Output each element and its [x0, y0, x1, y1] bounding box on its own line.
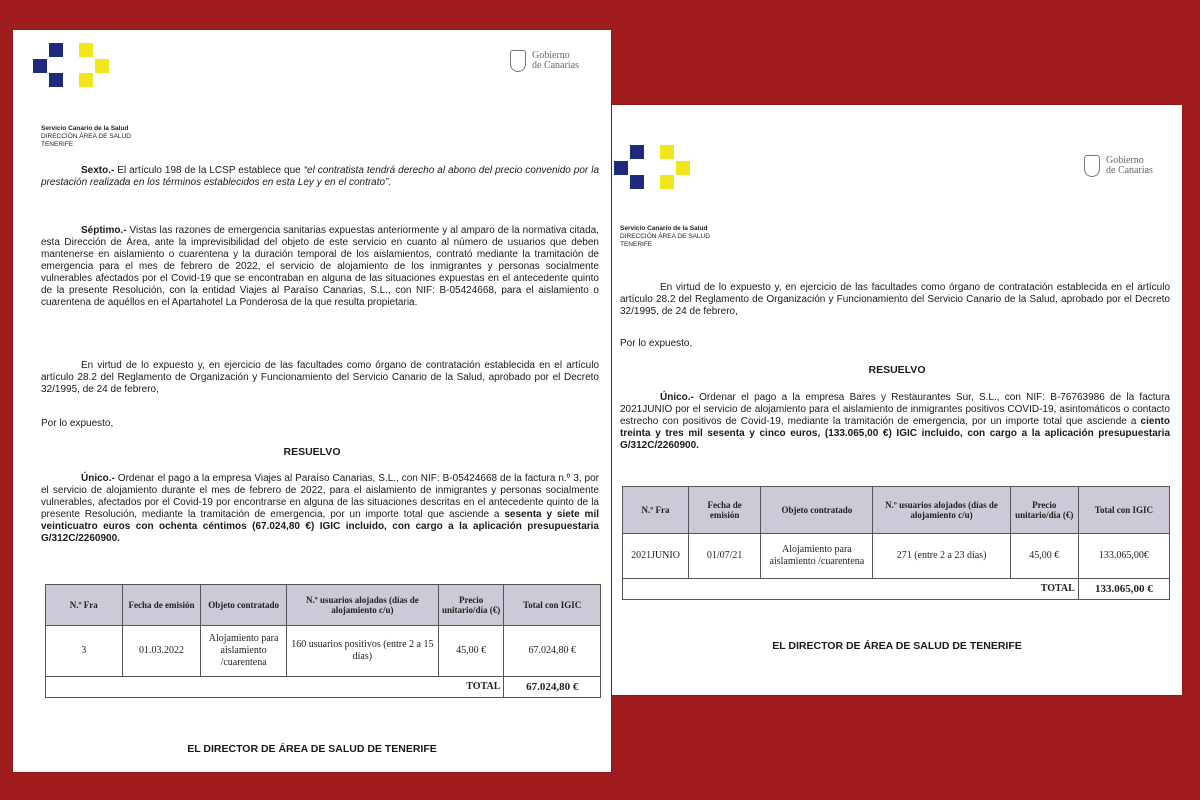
canarias-health-logo	[33, 43, 99, 89]
col-header: Total con IGIC	[504, 585, 601, 626]
col-header: Total con IGIC	[1078, 487, 1169, 534]
col-header: Fecha de emisión	[122, 585, 201, 626]
unico-bold: sesenta y siete mil veinticuatro euros con ochenta céntimos (67.024,80 €) IGIC incluido, con cargo a la aplicación presupuestaria G/312C/2260900.	[41, 509, 600, 544]
unico-bold: ciento treinta y tres mil sesenta y cinco euros, (133.065,00 €) IGIC incluido, con cargo a la aplicación presupuestaria G/312C/2260900.	[620, 416, 1170, 451]
gobierno-de-canarias-logo	[510, 50, 579, 72]
gobierno-line1: Gobierno	[1106, 155, 1144, 166]
table-cell: Alojamiento para aislamiento /cuarentena	[201, 626, 286, 677]
gobierno-line1: Gobierno	[532, 50, 570, 61]
table-cell: 2021JUNIO	[623, 534, 689, 579]
header-line2: DIRECCIÓN ÁREA DE SALUD	[41, 133, 131, 140]
table-cell: 01.03.2022	[122, 626, 201, 677]
header-line1: Servicio Canario de la Salud	[620, 225, 708, 232]
paragraph-virtud	[41, 360, 599, 396]
col-header: Objeto contratado	[201, 585, 286, 626]
coat-of-arms-icon	[1084, 155, 1100, 177]
resuelvo-heading: RESUELVO	[868, 364, 926, 376]
gobierno-line2: de Canarias	[532, 60, 579, 71]
total-label: TOTAL	[46, 677, 504, 698]
sexto-quote: “el contratista tendrá derecho al abono del precio convenido por la prestación realizada en los términos establecidos en esta Ley y en el contrato”.	[41, 165, 600, 188]
total-label: TOTAL	[623, 579, 1079, 600]
sexto-text: El artículo 198 de la LCSP establece que	[114, 165, 304, 176]
table-cell: 271 (entre 2 a 23 días)	[873, 534, 1010, 579]
total-value: 133.065,00 €	[1078, 579, 1169, 600]
gobierno-de-canarias-logo	[1084, 155, 1153, 177]
table-cell: 45,00 €	[438, 626, 503, 677]
sexto-lead: Sexto.-	[81, 165, 115, 176]
por-lo-expuesto: Por lo expuesto,	[41, 418, 114, 429]
col-header: Precio unitario/día (€)	[1010, 487, 1078, 534]
por-lo-expuesto: Por lo expuesto,	[620, 338, 693, 349]
table-total-row	[46, 677, 601, 698]
table-header-row	[623, 487, 1170, 534]
table-total-row	[623, 579, 1170, 600]
director-signature-line: EL DIRECTOR DE ÁREA DE SALUD DE TENERIFE	[187, 743, 437, 755]
department-header	[620, 225, 710, 249]
paragraph-virtud	[620, 282, 1170, 318]
col-header: N.º usuarios alojados (días de alojamiento c/u)	[873, 487, 1010, 534]
canarias-health-logo	[614, 145, 680, 191]
coat-of-arms-icon	[510, 50, 526, 72]
paragraph-sexto	[41, 165, 599, 189]
gobierno-line2: de Canarias	[1106, 165, 1153, 176]
septimo-lead: Séptimo.-	[81, 225, 127, 236]
header-line2: DIRECCIÓN ÁREA DE SALUD	[620, 233, 710, 240]
table-cell: 3	[46, 626, 123, 677]
col-header: Fecha de emisión	[689, 487, 761, 534]
virtud-text: En virtud de lo expuesto y, en ejercicio de las facultades como órgano de contratación establecida en el artículo artículo 28.2 del Reglamento de Organización y Funcionamiento del Servicio Canario de la Salud, aprobado por el Decreto 32/1995, de 24 de febrero,	[620, 282, 1170, 317]
invoice-table	[622, 486, 1170, 600]
col-header: Precio unitario/día (€)	[438, 585, 503, 626]
resuelvo-heading: RESUELVO	[283, 446, 341, 458]
unico-lead: Único.-	[81, 473, 115, 484]
col-header: N.º Fra	[46, 585, 123, 626]
department-header	[41, 125, 131, 149]
septimo-text: Vistas las razones de emergencia sanitarias expuestas anteriormente y al amparo de la normativa citada, esta Dirección de Área, ante la imprevisibilidad del objeto de este servicio en cuanto al número de usuarios que deben mantenerse en aislamiento o cuarentena y la duración temporal de los aislamientos, contrató mediante la tramitación de emergencia para el mes de febrero de 2022, el servicio de alojamiento de los inmigrantes y personas socialmente vulnerables afectados por el Covid-19 que se encontraban en alguna de las situaciones expuestas en el antecedente quinto de la presente Resolución, con la entidad Viajes al Paraíso Canarias, S.L., con NIF: B-05424668, para el aislamiento o cuarentena de aquéllos en el Apartahotel La Ponderosa de la que resulta propietaria.	[41, 225, 599, 308]
paragraph-unico	[620, 392, 1170, 452]
unico-text: Ordenar el pago a la empresa Bares y Restaurantes Sur, S.L., con NIF: B-76763986 de la factura 2021JUNIO por el servicio de alojamiento para el aislamiento de inmigrantes positivos COVID-19, asintomáticos o contacto estrecho con positivos de Covid-19, mediante la tramitación de emergencia, por un importe total que asciende a	[620, 392, 1170, 427]
paragraph-unico	[41, 473, 599, 545]
table-cell: 67.024,80 €	[504, 626, 601, 677]
col-header: N.º usuarios alojados (días de alojamiento c/u)	[286, 585, 438, 626]
header-line3: TENERIFE	[620, 241, 653, 248]
table-cell: 133.065,00€	[1078, 534, 1169, 579]
table-header-row	[46, 585, 601, 626]
table-cell: 160 usuarios positivos (entre 2 a 15 días)	[286, 626, 438, 677]
document-page-right	[612, 105, 1182, 695]
invoice-table	[45, 584, 601, 698]
document-page-left	[13, 30, 611, 772]
col-header: N.º Fra	[623, 487, 689, 534]
header-line3: TENERIFE	[41, 141, 74, 148]
director-signature-line: EL DIRECTOR DE ÁREA DE SALUD DE TENERIFE	[772, 640, 1022, 652]
col-header: Objeto contratado	[761, 487, 873, 534]
virtud-text: En virtud de lo expuesto y, en ejercicio de las facultades como órgano de contratación establecida en el artículo artículo 28.2 del Reglamento de Organización y Funcionamiento del Servicio Canario de la Salud, aprobado por el Decreto 32/1995, de 24 de febrero,	[41, 360, 599, 395]
table-cell: 45,00 €	[1010, 534, 1078, 579]
paragraph-septimo	[41, 225, 599, 309]
table-row	[623, 534, 1170, 579]
table-row	[46, 626, 601, 677]
unico-lead: Único.-	[660, 392, 694, 403]
table-cell: Alojamiento para aislamiento /cuarentena	[761, 534, 873, 579]
table-cell: 01/07/21	[689, 534, 761, 579]
total-value: 67.024,80 €	[504, 677, 601, 698]
header-line1: Servicio Canario de la Salud	[41, 125, 129, 132]
unico-text: Ordenar el pago a la empresa Viajes al Paraíso Canarias, S.L., con NIF: B-05424668 de la factura n.º 3, por el servicio de alojamiento durante el mes de febrero de 2022, para el aislamiento de inmigrantes y personas socialmente vulnerables, afectados por el Covid-19 por encontrarse en alguna de las situaciones descritas en el antecedente quinto de la presente Resolución, mediante la tramitación de emergencia, por un importe total que asciende a	[41, 473, 599, 520]
